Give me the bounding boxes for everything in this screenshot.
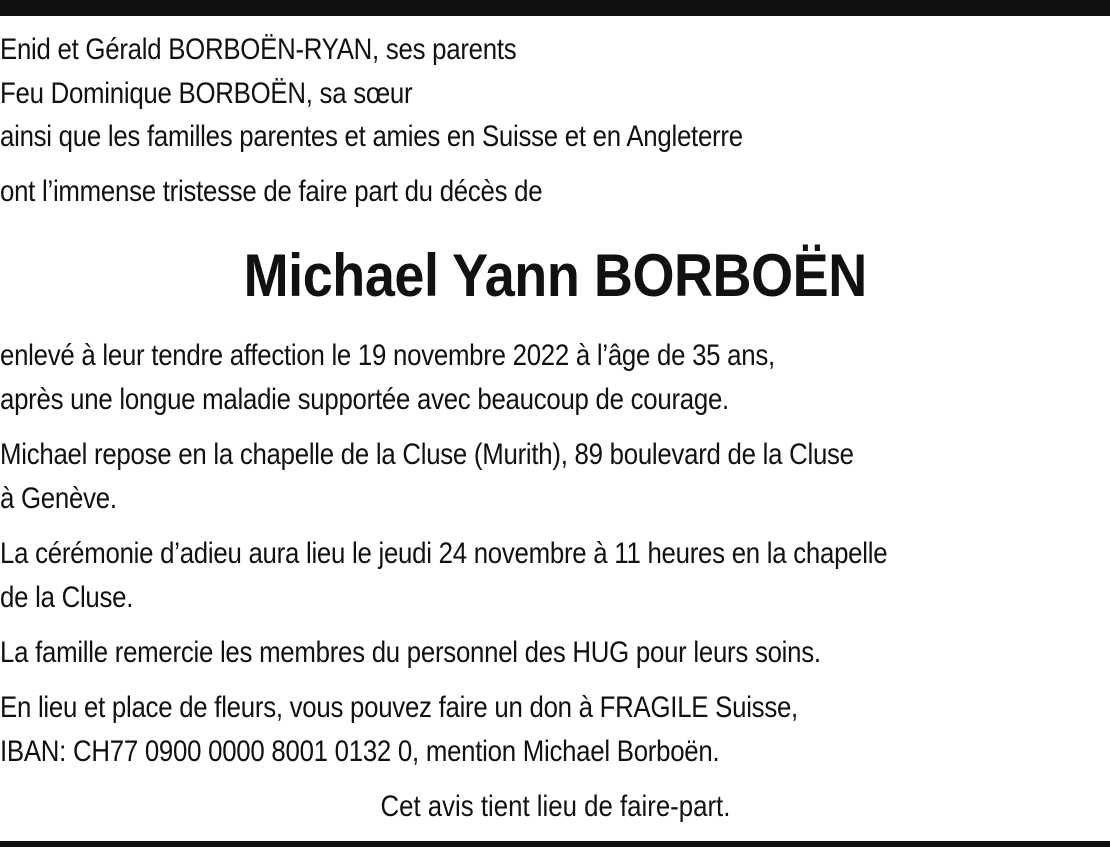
closing-note-text: Cet avis tient lieu de faire-part. [380, 790, 730, 823]
top-rule [0, 0, 1110, 16]
parents-line: Enid et Gérald BORBOËN-RYAN, ses parents [0, 33, 517, 66]
sister-line: Feu Dominique BORBOËN, sa sœur [0, 77, 413, 110]
closing-note [0, 789, 1110, 825]
announcement-line: ont l’immense tristesse de faire part du décès de [0, 175, 543, 208]
bottom-rule [0, 841, 1110, 847]
repose-line-2: à Genève. [0, 482, 117, 515]
donation-line-1: En lieu et place de fleurs, vous pouvez faire un don à FRAGILE Suisse, [0, 691, 798, 724]
families-line: ainsi que les familles parentes et amies en Suisse et en Angleterre [0, 120, 743, 153]
deceased-name [0, 238, 1110, 314]
death-line-1: enlevé à leur tendre affection le 19 novembre 2022 à l’âge de 35 ans, [0, 339, 775, 372]
deceased-name-text: Michael Yann BORBOËN [243, 242, 867, 309]
thanks-line: La famille remercie les membres du personnel des HUG pour leurs soins. [0, 636, 821, 669]
ceremony-line-2: de la Cluse. [0, 581, 134, 614]
repose-line-1: Michael repose en la chapelle de la Cluse (Murith), 89 boulevard de la Cluse [0, 438, 854, 471]
donation-line-2: IBAN: CH77 0900 0000 8001 0132 0, mention Michael Borboën. [0, 735, 720, 768]
ceremony-line-1: La cérémonie d’adieu aura lieu le jeudi 24 novembre à 11 heures en la chapelle [0, 537, 888, 570]
death-line-2: après une longue maladie supportée avec beaucoup de courage. [0, 383, 729, 416]
